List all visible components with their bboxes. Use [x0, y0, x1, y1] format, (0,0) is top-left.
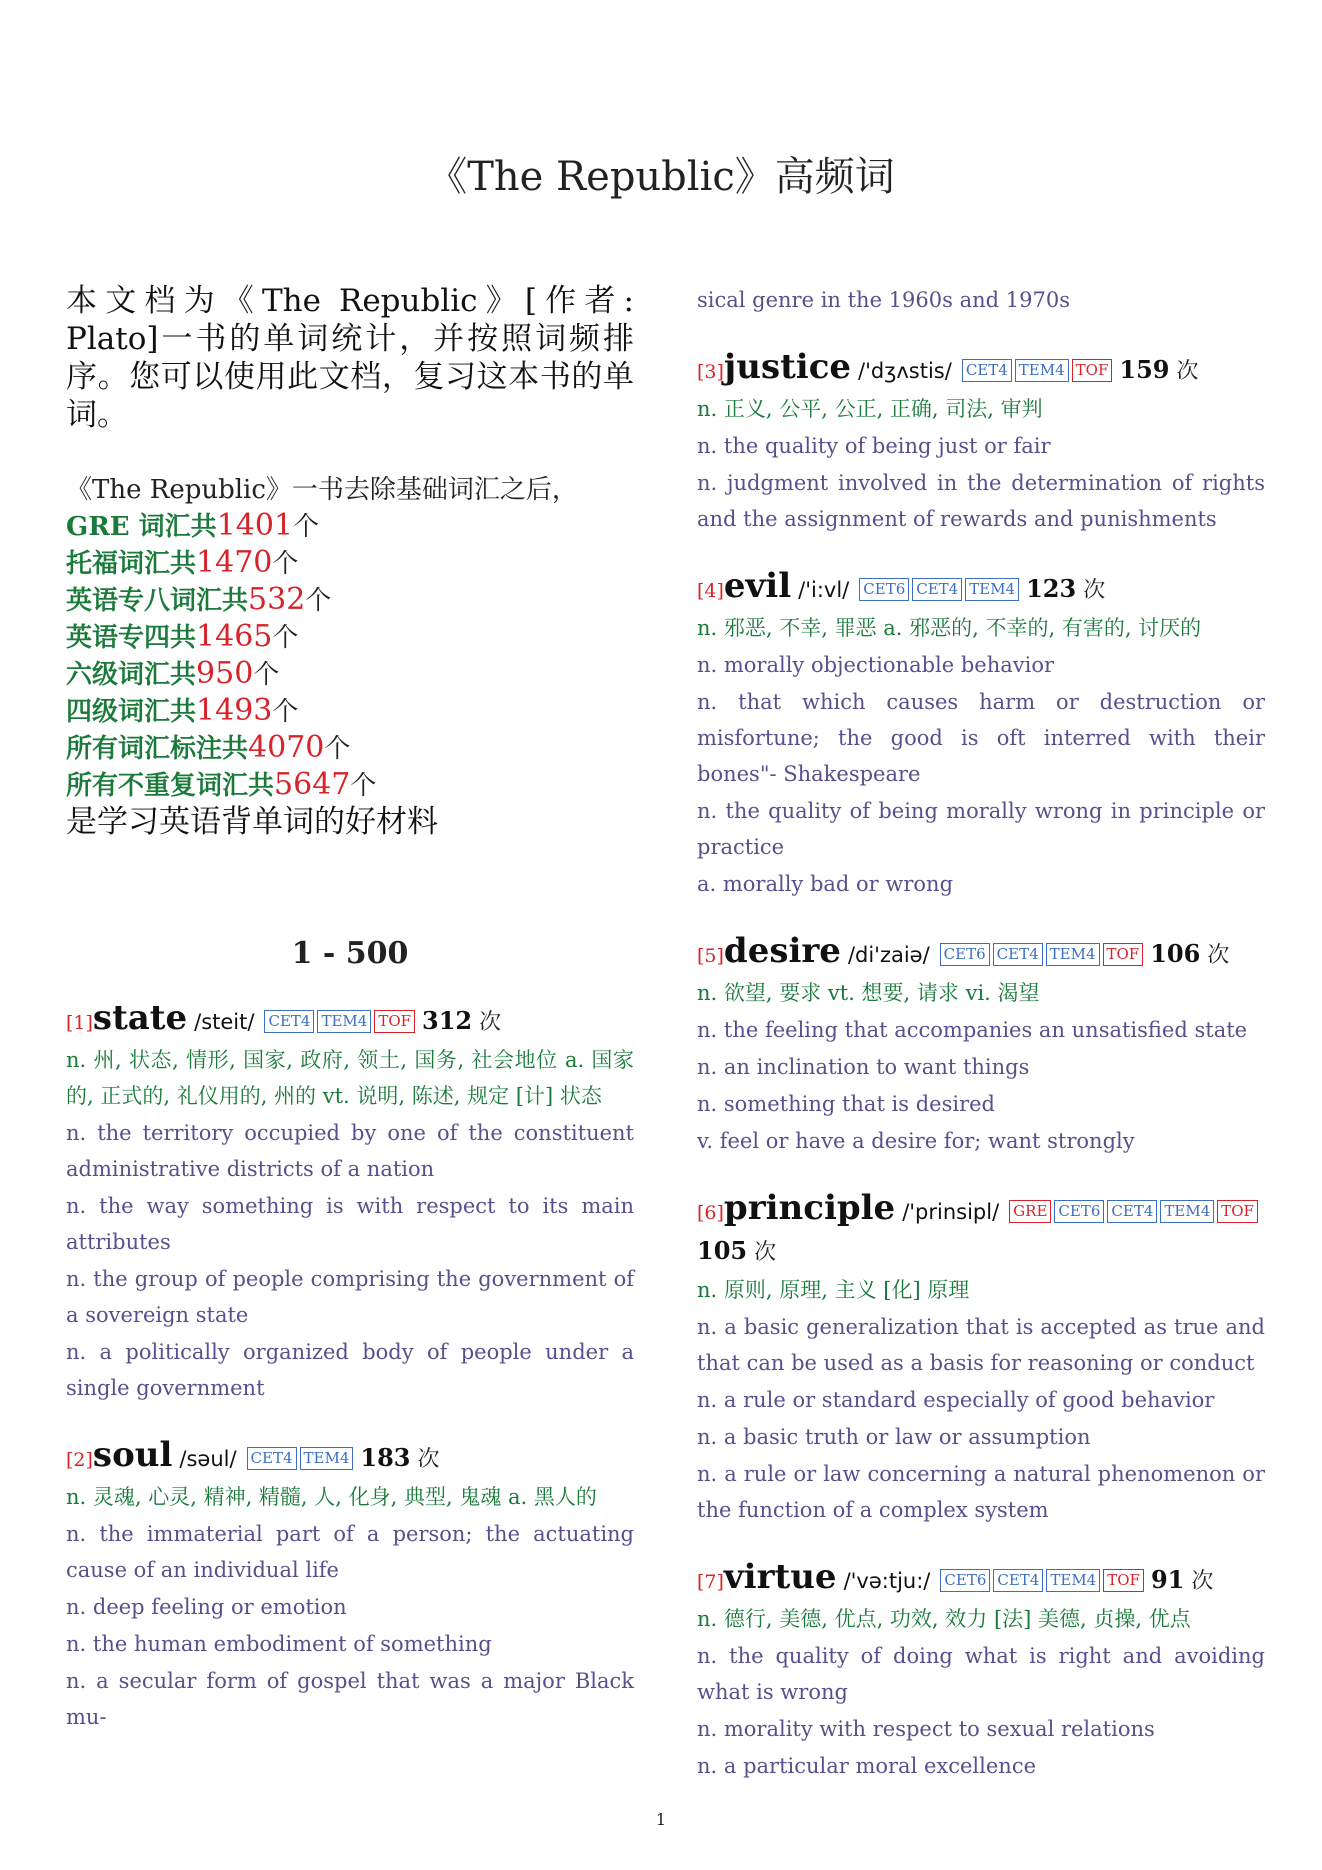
entry-english-definition: n. judgment involved in the determination of rights and the assignment of rewards and punishments	[697, 471, 1265, 531]
stat-row	[66, 619, 634, 656]
entry-tag: CET4	[912, 578, 962, 601]
page-title: 《The Republic》高频词	[427, 154, 895, 200]
stat-number: 1470	[196, 545, 273, 580]
continued-text: sical genre in the 1960s and 1970s	[697, 288, 1070, 312]
entry-english-definition: v. feel or have a desire for; want strongly	[697, 1129, 1135, 1153]
entry-word: state	[92, 998, 188, 1038]
entry-frequency-unit: 次	[1207, 943, 1230, 968]
stat-label: 所有不重复词汇共	[66, 771, 275, 801]
stat-row	[66, 545, 634, 582]
entry-frequency: 106	[1150, 939, 1201, 968]
entry-word: soul	[92, 1435, 173, 1475]
entry-chinese-definition: n. 原则, 原理, 主义 [化] 原理	[697, 1278, 970, 1302]
entry-tag: CET4	[993, 943, 1043, 966]
entry-index: [2]	[66, 1449, 93, 1471]
intro-text: 本文档为《The Republic》[作者: Plato]一书的单词统计，并按照词频排序。您可以使用此文档，复习这本书的单词。	[66, 283, 634, 433]
left-column	[66, 282, 634, 1765]
entry-frequency: 123	[1026, 574, 1077, 603]
entry-phonetic: /di'zaiə/	[847, 943, 930, 967]
entry-tag: CET6	[859, 578, 909, 601]
entry-phonetic: /'prinsipl/	[902, 1200, 1000, 1224]
entry-frequency-unit: 次	[479, 1010, 502, 1035]
stat-unit: 个	[253, 660, 280, 690]
entry-chinese-definition: n. 州, 状态, 情形, 国家, 政府, 领土, 国务, 社会地位 a. 国家的, 正式的, 礼仪用的, 州的 vt. 说明, 陈述, 规定 [计] 状态	[66, 1048, 634, 1108]
stat-row	[66, 693, 634, 730]
entry-tag: CET4	[264, 1010, 314, 1033]
stat-unit: 个	[272, 623, 299, 653]
entry-chinese-definition: n. 德行, 美德, 优点, 功效, 效力 [法] 美德, 贞操, 优点	[697, 1607, 1191, 1631]
entry-word: justice	[723, 347, 852, 387]
page-number: 1	[655, 1810, 667, 1829]
entry-frequency-unit: 次	[754, 1240, 777, 1265]
entry-english-definition: n. morally objectionable behavior	[697, 653, 1055, 677]
entry-tag: TEM4	[1046, 1569, 1100, 1592]
word-entry	[66, 1436, 634, 1735]
entry-tag: TOF	[374, 1010, 415, 1033]
entry-tag: TEM4	[965, 578, 1019, 601]
entry-head	[697, 567, 1265, 610]
entry-english-definition: n. the feeling that accompanies an unsatisfied state	[697, 1018, 1248, 1042]
entry-index: [1]	[66, 1012, 93, 1034]
entry-english-definition: n. a rule or law concerning a natural phenomenon or the function of a complex system	[697, 1462, 1265, 1522]
entry-tag: TEM4	[317, 1010, 371, 1033]
stats-rows	[66, 508, 634, 804]
entry-english-definition: n. deep feeling or emotion	[66, 1595, 347, 1619]
entry-english-definition: n. a basic truth or law or assumption	[697, 1425, 1091, 1449]
entry-english-definition: n. the territory occupied by one of the constituent administrative districts of a nation	[66, 1121, 634, 1181]
entry-chinese-definition: n. 邪恶, 不幸, 罪恶 a. 邪恶的, 不幸的, 有害的, 讨厌的	[697, 616, 1202, 640]
entry-tag: TOF	[1217, 1200, 1258, 1223]
entry-word: desire	[723, 931, 841, 971]
entry-tag: CET6	[940, 1569, 990, 1592]
stat-number: 4070	[248, 730, 325, 765]
stat-row	[66, 508, 634, 545]
entry-tag: TEM4	[1160, 1200, 1214, 1223]
entry-tag: CET6	[1054, 1200, 1104, 1223]
entry-frequency-unit: 次	[417, 1447, 440, 1472]
word-entry	[697, 567, 1265, 902]
entry-tag: CET4	[1107, 1200, 1157, 1223]
entry-english-definition: n. the quality of being just or fair	[697, 434, 1051, 458]
entry-head	[697, 1189, 1265, 1272]
entry-index: [5]	[697, 945, 724, 967]
entry-english-definition: n. that which causes harm or destruction or misfortune; the good is oft interred with their bones"- Shakespeare	[697, 690, 1265, 786]
stat-number: 5647	[274, 767, 351, 802]
entry-head	[66, 1436, 634, 1479]
stat-row	[66, 656, 634, 693]
entry-head	[697, 1558, 1265, 1601]
entry-tag: TEM4	[300, 1447, 354, 1470]
entry-phonetic: /'dʒʌstis/	[858, 359, 952, 383]
entries-left	[66, 999, 634, 1735]
entry-head	[697, 932, 1265, 975]
stat-row	[66, 767, 634, 804]
entry-tag: CET4	[962, 359, 1012, 382]
entry-english-definition: n. the immaterial part of a person; the actuating cause of an individual life	[66, 1522, 634, 1582]
stat-number: 1401	[216, 508, 294, 543]
entry-english-definition: n. something that is desired	[697, 1092, 995, 1116]
stats-lead: 《The Republic》一书去除基础词汇之后，	[66, 475, 578, 505]
entry-english-definition: n. a particular moral excellence	[697, 1754, 1037, 1778]
entry-index: [6]	[697, 1202, 724, 1224]
stat-number: 1493	[196, 693, 273, 728]
stat-number: 1465	[196, 619, 273, 654]
stat-unit: 个	[272, 549, 299, 579]
entry-phonetic: /steit/	[194, 1010, 255, 1034]
entry-tag: TOF	[1072, 359, 1113, 382]
stat-unit: 个	[324, 734, 351, 764]
stat-unit: 个	[350, 771, 377, 801]
stat-row	[66, 730, 634, 767]
entry-english-definition: n. the group of people comprising the government of a sovereign state	[66, 1267, 634, 1327]
entry-tag: CET6	[940, 943, 990, 966]
entry-word: evil	[723, 566, 792, 606]
entry-frequency: 312	[422, 1006, 473, 1035]
entry-phonetic: /'i:vl/	[798, 578, 850, 602]
entry-tag: TOF	[1103, 943, 1144, 966]
stat-unit: 个	[305, 586, 332, 616]
word-entry	[697, 1189, 1265, 1528]
entry-frequency: 159	[1119, 355, 1170, 384]
right-column	[697, 282, 1265, 1814]
word-entry	[697, 348, 1265, 537]
entry-english-definition: n. the human embodiment of something	[66, 1632, 492, 1656]
entry-chinese-definition: n. 灵魂, 心灵, 精神, 精髓, 人, 化身, 典型, 鬼魂 a. 黑人的	[66, 1485, 597, 1509]
entry-word: virtue	[723, 1557, 837, 1597]
stat-number: 950	[196, 656, 254, 691]
entries-right	[697, 348, 1265, 1784]
entry-frequency: 183	[360, 1443, 411, 1472]
entry-head	[66, 999, 634, 1042]
stat-label: 四级词汇共	[66, 697, 197, 727]
entry-tag: CET4	[247, 1447, 297, 1470]
stats-closing: 是学习英语背单词的好材料	[66, 804, 438, 840]
entry-tag: TEM4	[1046, 943, 1100, 966]
stat-row	[66, 582, 634, 619]
entry-english-definition: a. morally bad or wrong	[697, 872, 954, 896]
stat-label: GRE 词汇共	[66, 512, 217, 542]
entry-english-definition: n. the quality of doing what is right and avoiding what is wrong	[697, 1644, 1265, 1704]
entry-tag: TEM4	[1015, 359, 1069, 382]
entry-tag: GRE	[1009, 1200, 1051, 1223]
entry-index: [7]	[697, 1571, 724, 1593]
entry-frequency-unit: 次	[1083, 578, 1106, 603]
entry-index: [3]	[697, 361, 724, 383]
stat-label: 英语专四共	[66, 623, 197, 653]
entry-frequency-unit: 次	[1191, 1569, 1214, 1594]
entry-frequency-unit: 次	[1176, 359, 1199, 384]
entry-tag: CET4	[993, 1569, 1043, 1592]
stat-number: 532	[248, 582, 306, 617]
stat-label: 所有词汇标注共	[66, 734, 249, 764]
entry-chinese-definition: n. 欲望, 要求 vt. 想要, 请求 vi. 渴望	[697, 981, 1040, 1005]
word-entry	[66, 999, 634, 1406]
entry-frequency: 91	[1150, 1565, 1185, 1594]
entry-word: principle	[723, 1188, 896, 1228]
entry-head	[697, 348, 1265, 391]
entry-tag: TOF	[1103, 1569, 1144, 1592]
range-title: 1 - 500	[291, 936, 409, 971]
entry-english-definition: n. the quality of being morally wrong in principle or practice	[697, 799, 1265, 859]
stat-label: 六级词汇共	[66, 660, 197, 690]
entry-english-definition: n. a politically organized body of people under a single government	[66, 1340, 634, 1400]
entry-english-definition: n. a rule or standard especially of good behavior	[697, 1388, 1215, 1412]
word-entry	[697, 1558, 1265, 1784]
stat-unit: 个	[293, 512, 320, 542]
stats-block	[66, 472, 634, 840]
stat-label: 托福词汇共	[66, 549, 197, 579]
entry-phonetic: /'və:tju:/	[843, 1569, 931, 1593]
entry-frequency: 105	[697, 1236, 748, 1265]
entry-index: [4]	[697, 580, 724, 602]
stat-unit: 个	[272, 697, 299, 727]
word-entry	[697, 932, 1265, 1159]
entry-chinese-definition: n. 正义, 公平, 公正, 正确, 司法, 审判	[697, 397, 1043, 421]
entry-english-definition: n. a basic generalization that is accepted as true and that can be used as a basis for reasoning or conduct	[697, 1315, 1265, 1375]
entry-english-definition: n. a secular form of gospel that was a major Black mu-	[66, 1669, 634, 1729]
entry-english-definition: n. an inclination to want things	[697, 1055, 1030, 1079]
stat-label: 英语专八词汇共	[66, 586, 249, 616]
entry-phonetic: /səul/	[179, 1447, 237, 1471]
entry-english-definition: n. morality with respect to sexual relations	[697, 1717, 1155, 1741]
entry-english-definition: n. the way something is with respect to its main attributes	[66, 1194, 634, 1254]
